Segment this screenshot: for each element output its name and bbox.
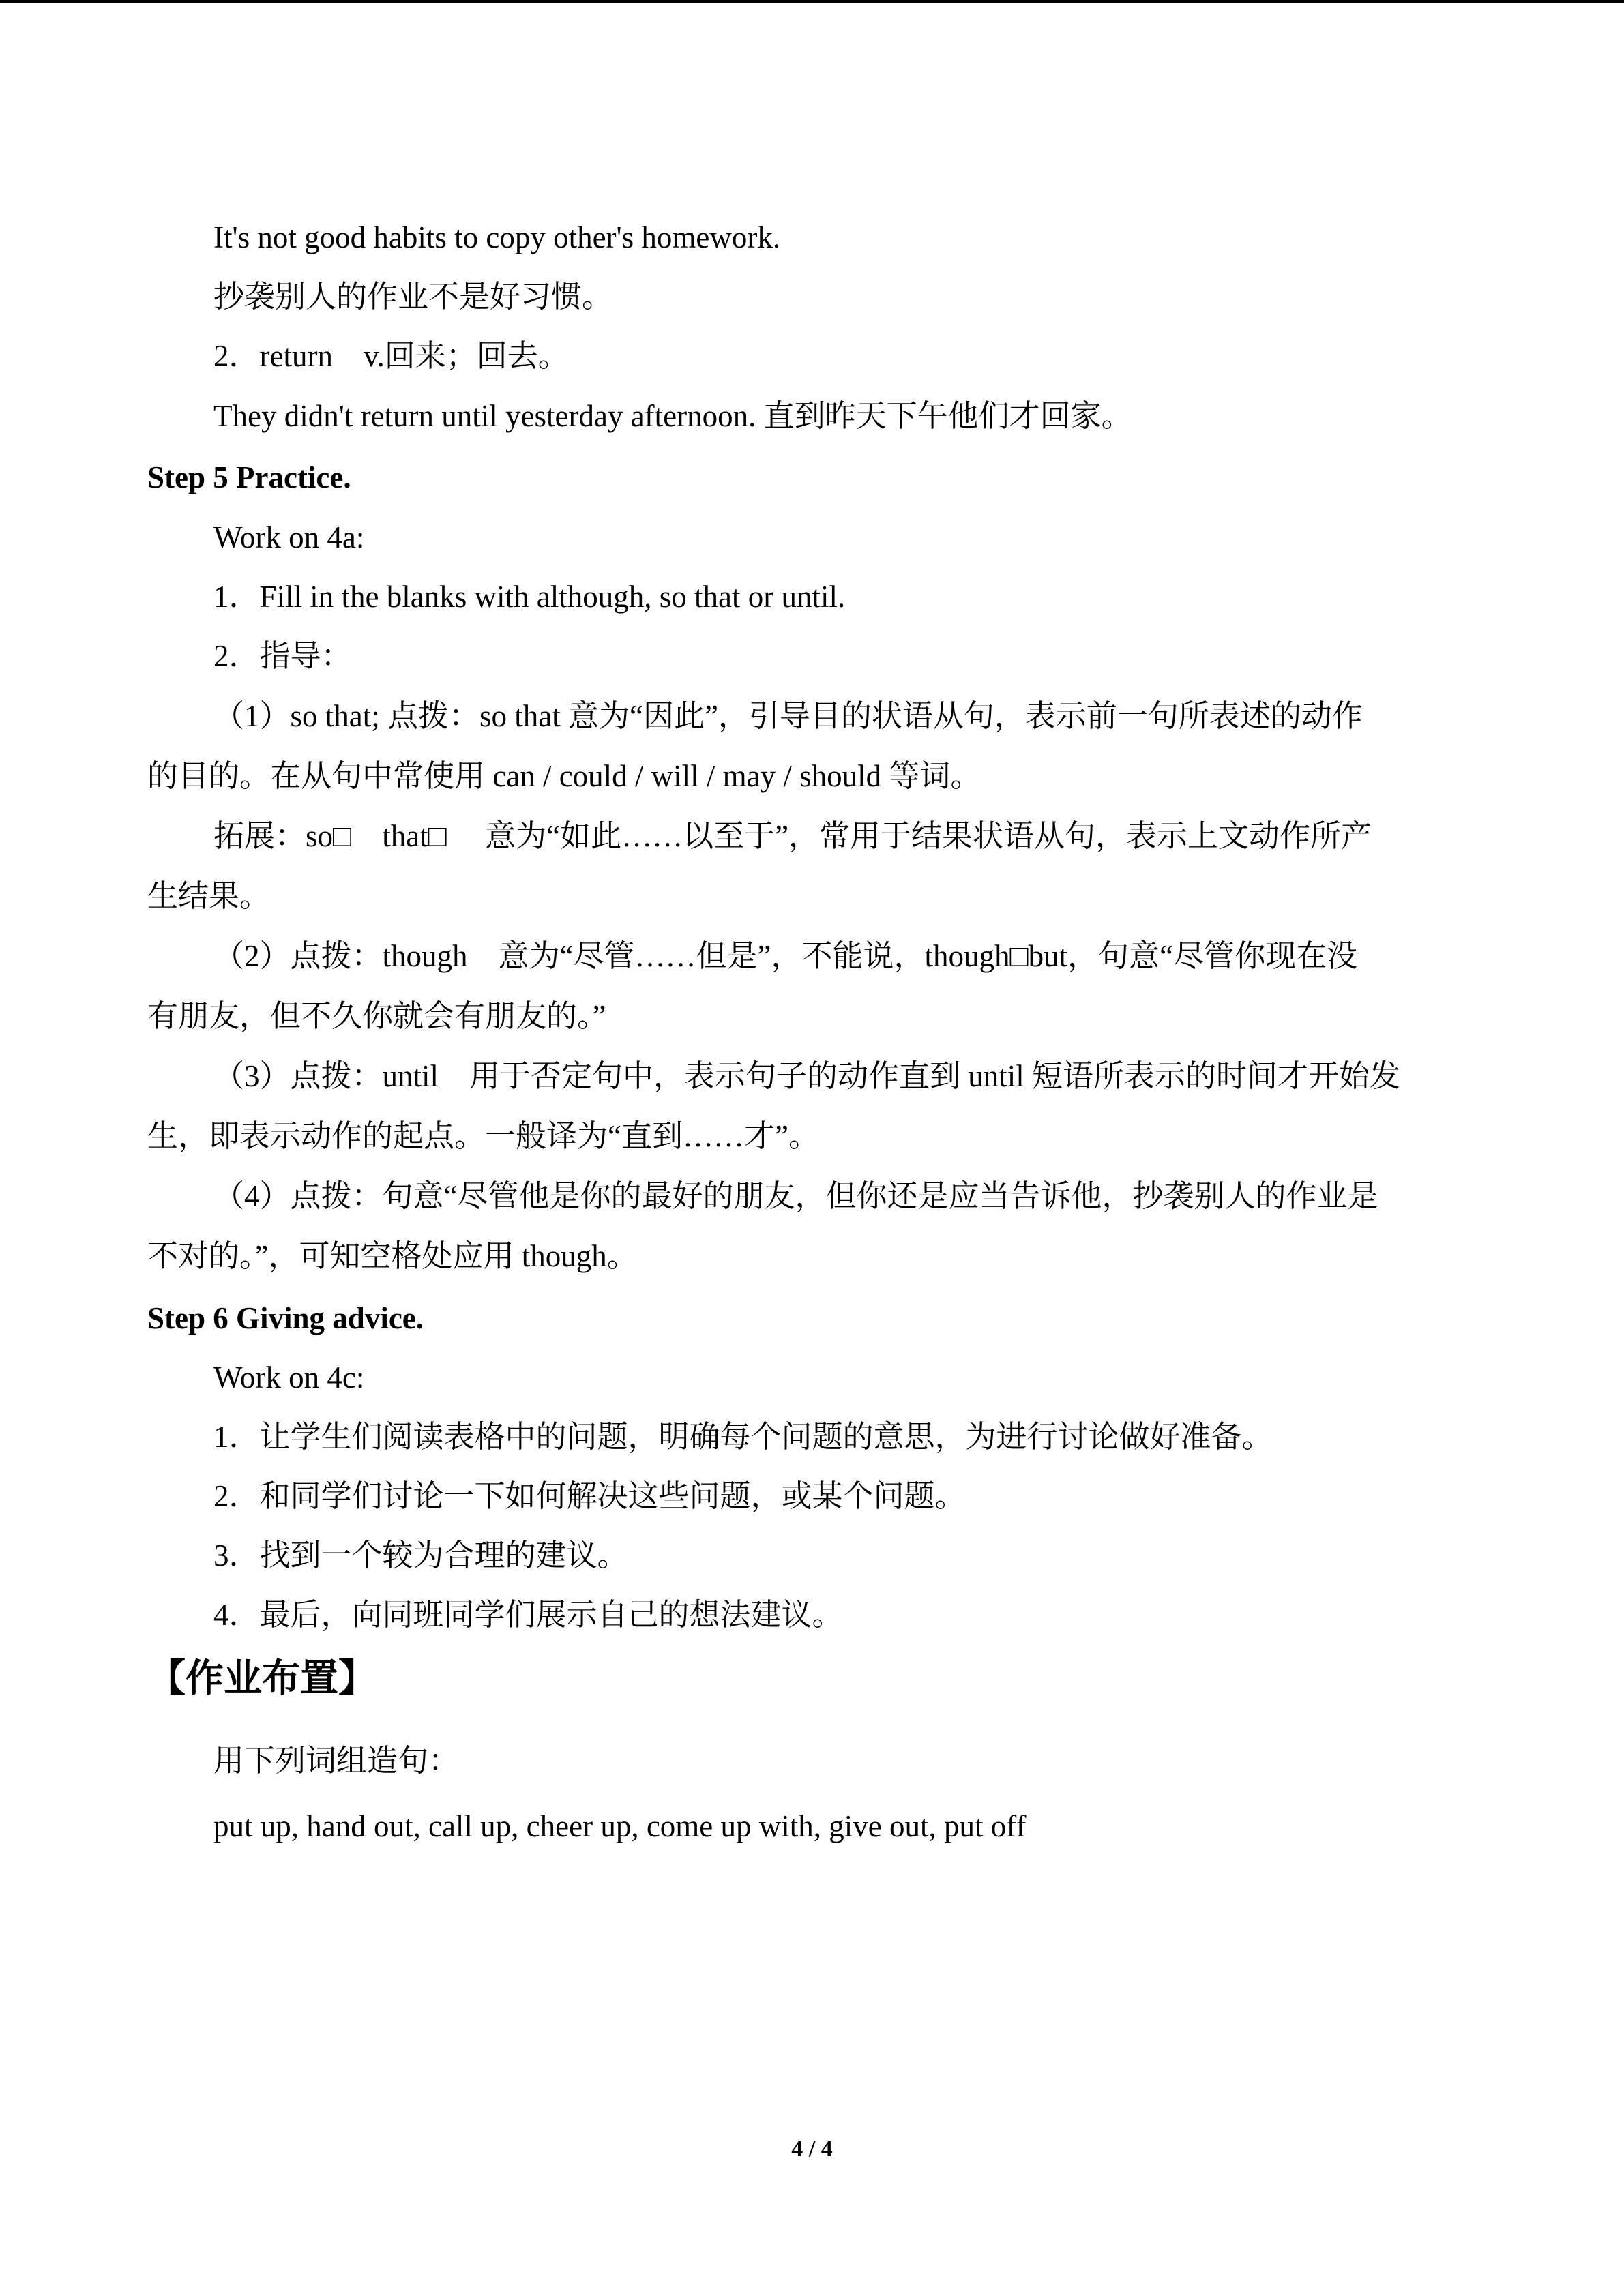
paragraph: （4）点拨：句意“尽管他是你的最好的朋友，但你还是应当告诉他，抄袭别人的作业是 (213, 1179, 1378, 1213)
paragraph: Work on 4c: (213, 1360, 365, 1395)
phrase-list: put up, hand out, call up, cheer up, come up with, give out, put off (213, 1809, 1027, 1843)
example-sentence: It's not good habits to copy other's homework. (213, 220, 781, 254)
paragraph: （2）点拨：though 意为“尽管……但是”，不能说，though□but，句意“尽管你现在没 (213, 939, 1358, 973)
example-translation: 抄袭别人的作业不是好习惯。 (213, 280, 613, 314)
vocab-item: 2．return v.回来；回去。 (213, 339, 569, 373)
paragraph: 的目的。在从句中常使用 can / could / will / may / should 等词。 (147, 759, 981, 793)
paragraph: 生结果。 (147, 879, 271, 913)
paragraph: 不对的。”，可知空格处应用 though。 (147, 1239, 638, 1273)
top-border-line (0, 0, 1624, 3)
list-item: 3．找到一个较为合理的建议。 (213, 1538, 628, 1572)
list-item: 1．Fill in the blanks with although, so that or until. (213, 580, 846, 614)
paragraph: 拓展：so□ that□ 意为“如此……以至于”，常用于结果状语从句，表示上文动作所产 (213, 819, 1372, 853)
paragraph: 生，即表示动作的起点。一般译为“直到……才”。 (147, 1119, 819, 1153)
paragraph: （1）so that; 点拨：so that 意为“因此”，引导目的状语从句，表示前一句所表述的动作 (213, 699, 1363, 733)
step-heading: Step 5 Practice. (147, 460, 351, 494)
list-item: 4．最后，向同班同学们展示自己的想法建议。 (213, 1598, 843, 1632)
list-item: 2．和同学们讨论一下如何解决这些问题，或某个问题。 (213, 1479, 966, 1513)
paragraph: （3）点拨：until 用于否定句中，表示句子的动作直到 until 短语所表示的时间才开始发 (213, 1059, 1401, 1093)
paragraph: 用下列词组造句： (213, 1744, 460, 1778)
list-item: 1．让学生们阅读表格中的问题，明确每个问题的意思，为进行讨论做好准备。 (213, 1420, 1273, 1454)
paragraph: 有朋友，但不久你就会有朋友的。” (147, 999, 606, 1033)
page-number: 4 / 4 (791, 2136, 833, 2162)
example-sentence: They didn't return until yesterday afternoon. 直到昨天下午他们才回家。 (213, 399, 1132, 433)
step-heading: Step 6 Giving advice. (147, 1301, 424, 1335)
section-title: 【作业布置】 (147, 1656, 377, 1701)
paragraph: Work on 4a: (213, 520, 365, 554)
list-item: 2．指导： (213, 639, 352, 673)
